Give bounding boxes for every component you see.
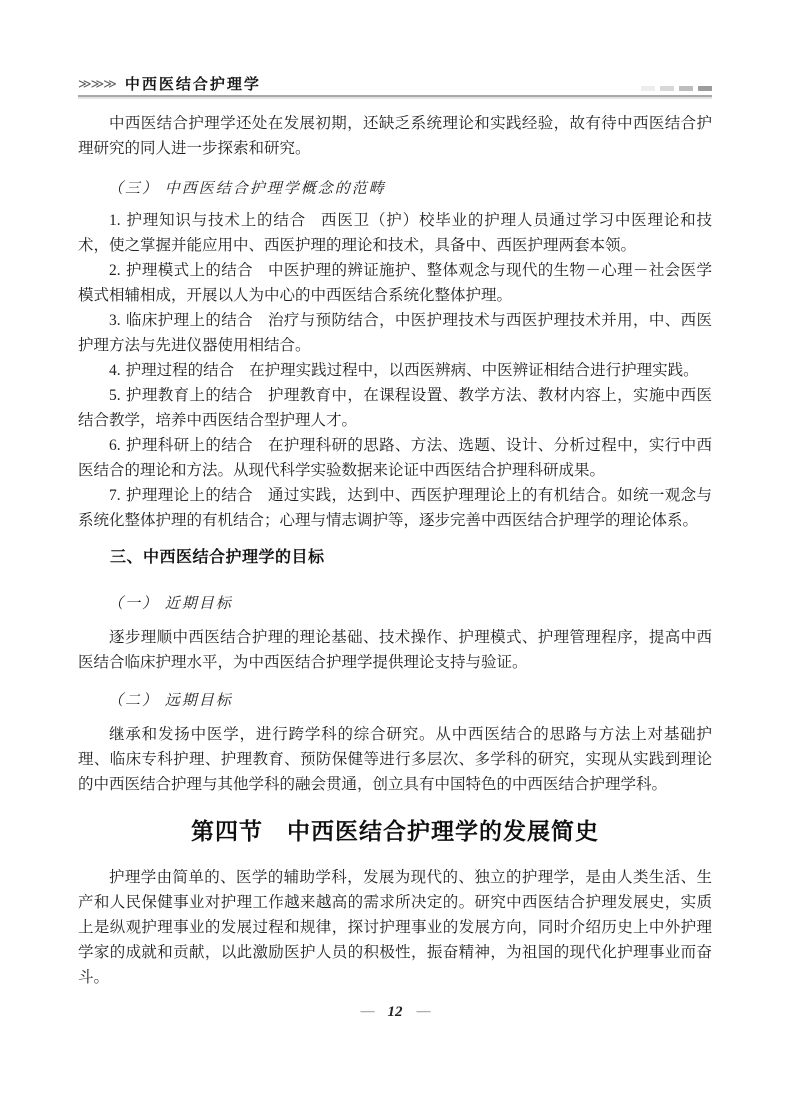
numbered-item-2 xyxy=(78,258,712,308)
section4-title: 第四节 中西医结合护理学的发展简史 xyxy=(191,819,599,844)
near-term-goal-paragraph: 逐步理顺中西医结合护理的理论基础、技术操作、护理模式、护理管理程序，提高中西医结合临床护理水平，为中西医结合护理学提供理论支持与验证。 xyxy=(78,629,712,671)
numbered-item-7 xyxy=(78,483,712,533)
item-lead: 护理教育上的结合 xyxy=(125,387,253,404)
page-body xyxy=(78,111,712,990)
numbered-item-6 xyxy=(78,433,712,483)
page-number: 12 xyxy=(387,1004,403,1020)
item-lead: 护理过程的结合 xyxy=(125,362,235,379)
item-text: 治疗与预防结合，中医护理技术与西医护理技术并用，中、西医护理方法与先进仪器使用相结合。 xyxy=(78,312,712,354)
subsection-heading-concept-scope: （三） 中西医结合护理学概念的范畴 xyxy=(108,181,386,197)
numbered-item-list xyxy=(78,208,712,533)
item-text: 中医护理的辨证施护、整体观念与现代的生物－心理－社会医学模式相辅相成，开展以人为中心的中西医结合系统化整体护理。 xyxy=(78,262,712,304)
page-footer xyxy=(78,1002,712,1022)
item-text: 通过实践，达到中、西医护理理论上的有机结合。如统一观念与系统化整体护理的有机结合；心理与情志调护等，逐步完善中西医结合护理学的理论体系。 xyxy=(78,487,712,529)
numbered-item-5 xyxy=(78,383,712,433)
header-dash xyxy=(679,86,693,91)
item-lead: 护理模式上的结合 xyxy=(125,262,253,279)
footer-dash-right: — xyxy=(416,1004,430,1019)
item-lead: 护理理论上的结合 xyxy=(125,487,253,504)
item-lead: 护理知识与技术上的结合 xyxy=(125,212,307,229)
history-paragraph: 护理学由简单的、医学的辅助学科，发展为现代的、独立的护理学，是由人类生活、生产和人民保健事业对护理工作越来越高的需求所决定的。研究中西医结合护理发展史，实质上是纵观护理事业的发展过程和规律，探讨护理事业的发展方向，同时介绍历史上中外护理学家的成就和贡献，以此激励医护人员的积极性，振奋精神，为祖国的现代化护理事业而奋斗。 xyxy=(78,869,712,986)
subheading-near-term-goal: （一） 近期目标 xyxy=(108,596,233,612)
subheading-long-term-goal: （二） 远期目标 xyxy=(108,693,233,709)
item-number: 3. xyxy=(109,312,121,329)
header-rule xyxy=(78,95,712,97)
running-header xyxy=(78,72,712,97)
section-heading-goals: 三、中西医结合护理学的目标 xyxy=(110,549,325,566)
header-dash xyxy=(698,86,712,91)
chevrons-icon: ≫≫≫ xyxy=(78,77,116,92)
item-number: 6. xyxy=(109,437,121,454)
header-row xyxy=(78,72,712,92)
numbered-item-4 xyxy=(78,358,712,383)
header-dash xyxy=(641,86,655,91)
item-number: 2. xyxy=(109,262,121,279)
item-number: 1. xyxy=(109,212,121,229)
numbered-item-3 xyxy=(78,308,712,358)
intro-paragraph: 中西医结合护理学还处在发展初期，还缺乏系统理论和实践经验，故有待中西医结合护理研究的同人进一步探索和研究。 xyxy=(78,115,712,157)
item-text: 在护理实践过程中，以西医辨病、中医辨证相结合进行护理实践。 xyxy=(249,362,699,379)
item-text: 在护理科研的思路、方法、选题、设计、分析过程中，实行中西医结合的理论和方法。从现代科学实验数据来论证中西医结合护理科研成果。 xyxy=(78,437,712,479)
running-head-book-title: 中西医结合护理学 xyxy=(124,76,261,93)
item-number: 7. xyxy=(109,487,121,504)
header-dash xyxy=(660,86,674,91)
numbered-item-1 xyxy=(78,208,712,258)
item-text: 西医卫（护）校毕业的护理人员通过学习中医理论和技术，使之掌握并能应用中、西医护理的理论和技术，具备中、西医护理两套本领。 xyxy=(78,212,712,254)
item-number: 5. xyxy=(109,387,121,404)
item-lead: 临床护理上的结合 xyxy=(125,312,253,329)
item-number: 4. xyxy=(109,362,121,379)
long-term-goal-paragraph: 继承和发扬中医学，进行跨学科的综合研究。从中西医结合的思路与方法上对基础护理、临床专科护理、护理教育、预防保健等进行多层次、多学科的研究，实现从实践到理论的中西医结合护理与其他学科的融会贯通，创立具有中国特色的中西医结合护理学科。 xyxy=(78,726,712,793)
item-text: 护理教育中，在课程设置、教学方法、教材内容上，实施中西医结合教学，培养中西医结合型护理人才。 xyxy=(78,387,712,429)
item-lead: 护理科研上的结合 xyxy=(125,437,253,454)
footer-dash-left: — xyxy=(360,1004,374,1019)
header-dashes xyxy=(641,86,712,92)
header-left xyxy=(78,77,261,92)
